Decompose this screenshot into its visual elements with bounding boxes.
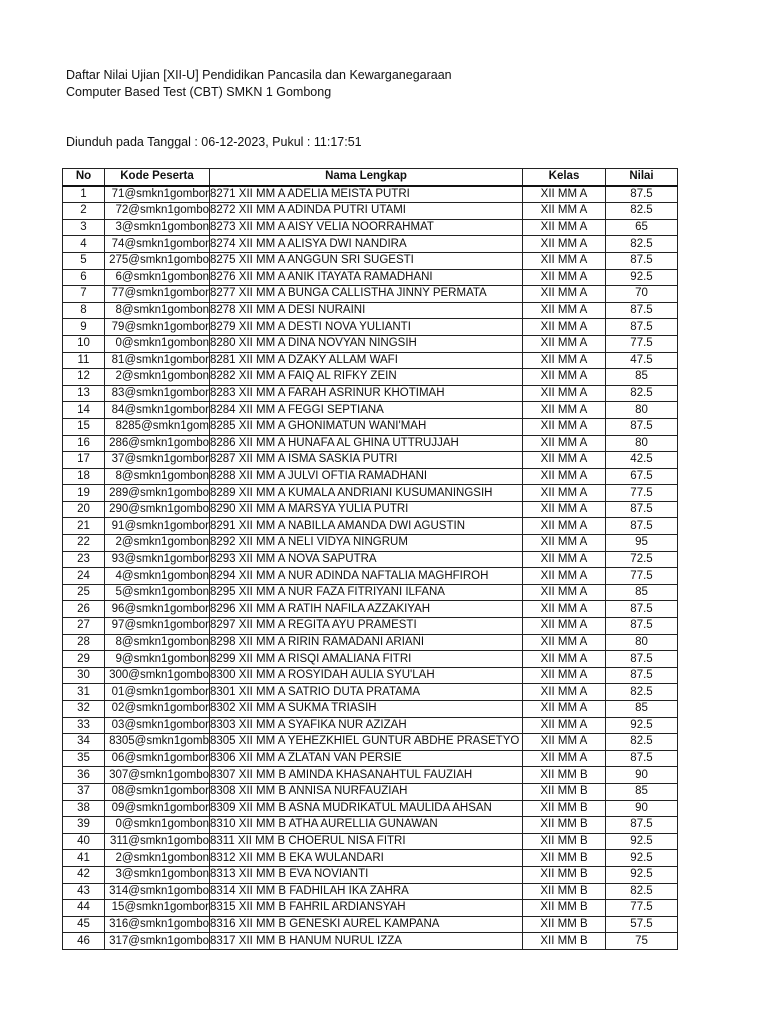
cell-nama-lengkap: 8296 XII MM A RATIH NAFILA AZZAKIYAH	[210, 601, 523, 618]
table-row	[63, 883, 678, 900]
cell-kode-peserta: 06@smkn1gombor	[105, 750, 210, 767]
table-header	[63, 169, 678, 186]
column-header-kode-peserta: Kode Peserta	[105, 169, 210, 186]
cell-kelas: XII MM A	[523, 634, 606, 651]
cell-nama-lengkap: 8280 XII MM A DINA NOVYAN NINGSIH	[210, 335, 523, 352]
cell-kelas: XII MM A	[523, 518, 606, 535]
cell-no: 11	[63, 352, 105, 369]
cell-kode-peserta: 3@smkn1gombon	[105, 219, 210, 236]
cell-no: 1	[63, 186, 105, 203]
cell-nama-lengkap: 8274 XII MM A ALISYA DWI NANDIRA	[210, 236, 523, 253]
cell-nama-lengkap: 8317 XII MM B HANUM NURUL IZZA	[210, 933, 523, 950]
cell-kode-peserta: 71@smkn1gombor	[105, 186, 210, 203]
cell-kode-peserta: 311@smkn1gombo	[105, 833, 210, 850]
cell-kode-peserta: 02@smkn1gombor	[105, 701, 210, 718]
cell-nilai: 75	[606, 933, 678, 950]
cell-no: 15	[63, 418, 105, 435]
cell-nama-lengkap: 8310 XII MM B ATHA AURELLIA GUNAWAN	[210, 817, 523, 834]
cell-kelas: XII MM B	[523, 850, 606, 867]
table-row	[63, 418, 678, 435]
cell-kelas: XII MM A	[523, 435, 606, 452]
cell-nilai: 92.5	[606, 850, 678, 867]
column-header-no: No	[63, 169, 105, 186]
cell-kelas: XII MM B	[523, 767, 606, 784]
cell-nilai: 85	[606, 701, 678, 718]
cell-kode-peserta: 8305@smkn1gomb	[105, 734, 210, 751]
cell-no: 12	[63, 369, 105, 386]
cell-nilai: 92.5	[606, 269, 678, 286]
cell-nama-lengkap: 8316 XII MM B GENESKI AUREL KAMPANA	[210, 916, 523, 933]
cell-kode-peserta: 91@smkn1gombor	[105, 518, 210, 535]
cell-no: 4	[63, 236, 105, 253]
cell-nilai: 87.5	[606, 252, 678, 269]
cell-nilai: 92.5	[606, 717, 678, 734]
cell-kode-peserta: 275@smkn1gombo	[105, 252, 210, 269]
cell-kelas: XII MM A	[523, 651, 606, 668]
cell-no: 19	[63, 485, 105, 502]
cell-nilai: 82.5	[606, 684, 678, 701]
cell-no: 43	[63, 883, 105, 900]
table-row	[63, 518, 678, 535]
cell-no: 9	[63, 319, 105, 336]
cell-nilai: 87.5	[606, 501, 678, 518]
cell-kode-peserta: 8@smkn1gombon	[105, 302, 210, 319]
cell-kelas: XII MM A	[523, 717, 606, 734]
cell-kode-peserta: 84@smkn1gombor	[105, 402, 210, 419]
cell-nilai: 82.5	[606, 385, 678, 402]
cell-kode-peserta: 4@smkn1gombon	[105, 568, 210, 585]
cell-nama-lengkap: 8301 XII MM A SATRIO DUTA PRATAMA	[210, 684, 523, 701]
cell-no: 8	[63, 302, 105, 319]
cell-nama-lengkap: 8309 XII MM B ASNA MUDRIKATUL MAULIDA AHSAN	[210, 800, 523, 817]
cell-kelas: XII MM A	[523, 750, 606, 767]
cell-kelas: XII MM A	[523, 485, 606, 502]
cell-nilai: 70	[606, 286, 678, 303]
cell-nilai: 80	[606, 634, 678, 651]
cell-no: 39	[63, 817, 105, 834]
cell-nilai: 82.5	[606, 203, 678, 220]
cell-no: 28	[63, 634, 105, 651]
table-row	[63, 236, 678, 253]
cell-no: 27	[63, 618, 105, 635]
table-row	[63, 817, 678, 834]
cell-no: 34	[63, 734, 105, 751]
cell-nilai: 82.5	[606, 734, 678, 751]
cell-nilai: 90	[606, 767, 678, 784]
cell-nama-lengkap: 8307 XII MM B AMINDA KHASANAHTUL FAUZIAH	[210, 767, 523, 784]
table-row	[63, 402, 678, 419]
cell-kelas: XII MM A	[523, 369, 606, 386]
cell-kelas: XII MM A	[523, 335, 606, 352]
table-row	[63, 286, 678, 303]
table-row	[63, 651, 678, 668]
table-body	[63, 186, 678, 950]
cell-no: 24	[63, 568, 105, 585]
table-row	[63, 900, 678, 917]
cell-nama-lengkap: 8290 XII MM A MARSYA YULIA PUTRI	[210, 501, 523, 518]
table-row	[63, 833, 678, 850]
cell-no: 7	[63, 286, 105, 303]
table-row	[63, 369, 678, 386]
cell-kode-peserta: 37@smkn1gombor	[105, 452, 210, 469]
cell-kode-peserta: 5@smkn1gombon	[105, 584, 210, 601]
cell-nama-lengkap: 8292 XII MM A NELI VIDYA NINGRUM	[210, 535, 523, 552]
cell-nilai: 65	[606, 219, 678, 236]
cell-nama-lengkap: 8272 XII MM A ADINDA PUTRI UTAMI	[210, 203, 523, 220]
cell-nilai: 77.5	[606, 335, 678, 352]
cell-nama-lengkap: 8311 XII MM B CHOERUL NISA FITRI	[210, 833, 523, 850]
table-row	[63, 352, 678, 369]
table-row	[63, 203, 678, 220]
cell-no: 26	[63, 601, 105, 618]
table-row	[63, 783, 678, 800]
cell-no: 21	[63, 518, 105, 535]
table-row	[63, 866, 678, 883]
cell-kelas: XII MM A	[523, 684, 606, 701]
table-row	[63, 618, 678, 635]
cell-kelas: XII MM A	[523, 468, 606, 485]
cell-kode-peserta: 289@smkn1gombo	[105, 485, 210, 502]
table-row	[63, 468, 678, 485]
cell-no: 16	[63, 435, 105, 452]
cell-nama-lengkap: 8277 XII MM A BUNGA CALLISTHA JINNY PERMATA	[210, 286, 523, 303]
cell-no: 46	[63, 933, 105, 950]
cell-nama-lengkap: 8295 XII MM A NUR FAZA FITRIYANI ILFANA	[210, 584, 523, 601]
cell-kelas: XII MM A	[523, 203, 606, 220]
column-header-nilai: Nilai	[606, 169, 678, 186]
cell-nilai: 87.5	[606, 667, 678, 684]
cell-nama-lengkap: 8293 XII MM A NOVA SAPUTRA	[210, 551, 523, 568]
cell-nama-lengkap: 8281 XII MM A DZAKY ALLAM WAFI	[210, 352, 523, 369]
cell-nama-lengkap: 8283 XII MM A FARAH ASRINUR KHOTIMAH	[210, 385, 523, 402]
cell-nilai: 87.5	[606, 618, 678, 635]
cell-kode-peserta: 74@smkn1gombor	[105, 236, 210, 253]
table-row	[63, 684, 678, 701]
cell-no: 17	[63, 452, 105, 469]
cell-nilai: 72.5	[606, 551, 678, 568]
cell-kode-peserta: 307@smkn1gombo	[105, 767, 210, 784]
cell-kode-peserta: 8@smkn1gombon	[105, 468, 210, 485]
cell-nama-lengkap: 8308 XII MM B ANNISA NURFAUZIAH	[210, 783, 523, 800]
cell-nilai: 67.5	[606, 468, 678, 485]
cell-no: 33	[63, 717, 105, 734]
cell-nama-lengkap: 8285 XII MM A GHONIMATUN WANI'MAH	[210, 418, 523, 435]
cell-kode-peserta: 97@smkn1gombor	[105, 618, 210, 635]
cell-kelas: XII MM B	[523, 933, 606, 950]
cell-nilai: 82.5	[606, 236, 678, 253]
cell-nama-lengkap: 8287 XII MM A ISMA SASKIA PUTRI	[210, 452, 523, 469]
cell-kode-peserta: 72@smkn1gombo	[105, 203, 210, 220]
cell-kelas: XII MM B	[523, 817, 606, 834]
column-header-kelas: Kelas	[523, 169, 606, 186]
cell-kelas: XII MM A	[523, 734, 606, 751]
cell-nilai: 87.5	[606, 651, 678, 668]
cell-nilai: 92.5	[606, 833, 678, 850]
cell-no: 25	[63, 584, 105, 601]
cell-no: 29	[63, 651, 105, 668]
cell-no: 5	[63, 252, 105, 269]
cell-kode-peserta: 83@smkn1gombor	[105, 385, 210, 402]
cell-nama-lengkap: 8297 XII MM A REGITA AYU PRAMESTI	[210, 618, 523, 635]
cell-kode-peserta: 81@smkn1gombor	[105, 352, 210, 369]
cell-kode-peserta: 3@smkn1gombon	[105, 866, 210, 883]
cell-kode-peserta: 93@smkn1gombor	[105, 551, 210, 568]
cell-kode-peserta: 314@smkn1gombo	[105, 883, 210, 900]
cell-nilai: 87.5	[606, 750, 678, 767]
table-row	[63, 800, 678, 817]
cell-no: 22	[63, 535, 105, 552]
cell-kode-peserta: 15@smkn1gombor	[105, 900, 210, 917]
cell-nilai: 85	[606, 783, 678, 800]
cell-nilai: 77.5	[606, 568, 678, 585]
cell-nama-lengkap: 8299 XII MM A RISQI AMALIANA FITRI	[210, 651, 523, 668]
cell-kode-peserta: 2@smkn1gombon	[105, 850, 210, 867]
cell-kode-peserta: 0@smkn1gombon	[105, 335, 210, 352]
table-row	[63, 485, 678, 502]
table-row	[63, 701, 678, 718]
cell-kelas: XII MM A	[523, 551, 606, 568]
cell-kode-peserta: 0@smkn1gombon	[105, 817, 210, 834]
cell-kode-peserta: 08@smkn1gombor	[105, 783, 210, 800]
table-row	[63, 385, 678, 402]
cell-nilai: 85	[606, 369, 678, 386]
table-row	[63, 535, 678, 552]
cell-kelas: XII MM A	[523, 186, 606, 203]
cell-nama-lengkap: 8278 XII MM A DESI NURAINI	[210, 302, 523, 319]
cell-no: 31	[63, 684, 105, 701]
cell-nama-lengkap: 8284 XII MM A FEGGI SEPTIANA	[210, 402, 523, 419]
cell-no: 42	[63, 866, 105, 883]
table-row	[63, 319, 678, 336]
cell-kelas: XII MM A	[523, 601, 606, 618]
cell-kelas: XII MM A	[523, 501, 606, 518]
table-row	[63, 717, 678, 734]
cell-nama-lengkap: 8294 XII MM A NUR ADINDA NAFTALIA MAGHFIROH	[210, 568, 523, 585]
cell-no: 44	[63, 900, 105, 917]
cell-nilai: 82.5	[606, 883, 678, 900]
cell-no: 41	[63, 850, 105, 867]
cell-kelas: XII MM A	[523, 618, 606, 635]
cell-nama-lengkap: 8300 XII MM A ROSYIDAH AULIA SYU'LAH	[210, 667, 523, 684]
table-row	[63, 269, 678, 286]
table-row	[63, 750, 678, 767]
cell-nama-lengkap: 8286 XII MM A HUNAFA AL GHINA UTTRUJJAH	[210, 435, 523, 452]
cell-nilai: 47.5	[606, 352, 678, 369]
cell-kelas: XII MM B	[523, 916, 606, 933]
table-row	[63, 186, 678, 203]
cell-kelas: XII MM B	[523, 883, 606, 900]
cell-nilai: 87.5	[606, 601, 678, 618]
cell-no: 23	[63, 551, 105, 568]
cell-kelas: XII MM A	[523, 236, 606, 253]
cell-nilai: 87.5	[606, 418, 678, 435]
cell-kelas: XII MM B	[523, 783, 606, 800]
cell-nama-lengkap: 8306 XII MM A ZLATAN VAN PERSIE	[210, 750, 523, 767]
cell-nama-lengkap: 8275 XII MM A ANGGUN SRI SUGESTI	[210, 252, 523, 269]
cell-kelas: XII MM A	[523, 402, 606, 419]
cell-kode-peserta: 316@smkn1gombo	[105, 916, 210, 933]
cell-no: 45	[63, 916, 105, 933]
cell-kelas: XII MM B	[523, 800, 606, 817]
table-row	[63, 916, 678, 933]
cell-kode-peserta: 79@smkn1gombor	[105, 319, 210, 336]
cell-kode-peserta: 8@smkn1gombon	[105, 634, 210, 651]
cell-nilai: 92.5	[606, 866, 678, 883]
cell-nilai: 80	[606, 435, 678, 452]
table-row	[63, 734, 678, 751]
table-row	[63, 435, 678, 452]
cell-nilai: 87.5	[606, 302, 678, 319]
cell-nama-lengkap: 8302 XII MM A SUKMA TRIASIH	[210, 701, 523, 718]
grades-table	[62, 168, 678, 950]
cell-nama-lengkap: 8279 XII MM A DESTI NOVA YULIANTI	[210, 319, 523, 336]
cell-no: 30	[63, 667, 105, 684]
table-row	[63, 634, 678, 651]
cell-kode-peserta: 9@smkn1gombon	[105, 651, 210, 668]
table-row	[63, 767, 678, 784]
cell-no: 18	[63, 468, 105, 485]
document-subtitle: Computer Based Test (CBT) SMKN 1 Gombong	[66, 85, 332, 99]
cell-nilai: 87.5	[606, 518, 678, 535]
cell-kode-peserta: 2@smkn1gombon	[105, 535, 210, 552]
cell-kelas: XII MM A	[523, 535, 606, 552]
cell-no: 32	[63, 701, 105, 718]
cell-no: 35	[63, 750, 105, 767]
cell-no: 20	[63, 501, 105, 518]
cell-kelas: XII MM A	[523, 568, 606, 585]
cell-no: 2	[63, 203, 105, 220]
cell-kelas: XII MM A	[523, 352, 606, 369]
cell-kode-peserta: 01@smkn1gombor	[105, 684, 210, 701]
cell-kelas: XII MM A	[523, 584, 606, 601]
cell-kelas: XII MM A	[523, 418, 606, 435]
cell-nama-lengkap: 8276 XII MM A ANIK ITAYATA RAMADHANI	[210, 269, 523, 286]
cell-kode-peserta: 6@smkn1gombon	[105, 269, 210, 286]
cell-kelas: XII MM B	[523, 833, 606, 850]
cell-no: 36	[63, 767, 105, 784]
download-info: Diunduh pada Tanggal : 06-12-2023, Pukul : 11:17:51	[66, 135, 362, 149]
table-row	[63, 850, 678, 867]
cell-nilai: 57.5	[606, 916, 678, 933]
cell-nama-lengkap: 8298 XII MM A RIRIN RAMADANI ARIANI	[210, 634, 523, 651]
cell-kode-peserta: 8285@smkn1gom	[105, 418, 210, 435]
table-row	[63, 601, 678, 618]
table-row	[63, 933, 678, 950]
cell-nama-lengkap: 8282 XII MM A FAIQ AL RIFKY ZEIN	[210, 369, 523, 386]
table-row	[63, 551, 678, 568]
cell-nilai: 80	[606, 402, 678, 419]
cell-no: 37	[63, 783, 105, 800]
cell-nilai: 87.5	[606, 186, 678, 203]
cell-no: 14	[63, 402, 105, 419]
cell-nama-lengkap: 8291 XII MM A NABILLA AMANDA DWI AGUSTIN	[210, 518, 523, 535]
cell-nama-lengkap: 8315 XII MM B FAHRIL ARDIANSYAH	[210, 900, 523, 917]
cell-kelas: XII MM A	[523, 219, 606, 236]
cell-nama-lengkap: 8305 XII MM A YEHEZKHIEL GUNTUR ABDHE PRASETYO	[210, 734, 523, 751]
cell-kelas: XII MM A	[523, 385, 606, 402]
table-row	[63, 252, 678, 269]
cell-nilai: 87.5	[606, 817, 678, 834]
cell-kode-peserta: 03@smkn1gombor	[105, 717, 210, 734]
cell-kelas: XII MM A	[523, 269, 606, 286]
table-row	[63, 335, 678, 352]
document-title: Daftar Nilai Ujian [XII-U] Pendidikan Pancasila dan Kewarganegaraan	[66, 68, 452, 82]
column-header-nama-lengkap: Nama Lengkap	[210, 169, 523, 186]
cell-kelas: XII MM B	[523, 866, 606, 883]
cell-no: 3	[63, 219, 105, 236]
cell-kode-peserta: 317@smkn1gombo	[105, 933, 210, 950]
cell-kode-peserta: 300@smkn1gombo	[105, 667, 210, 684]
cell-no: 10	[63, 335, 105, 352]
table-row	[63, 302, 678, 319]
cell-nilai: 77.5	[606, 485, 678, 502]
cell-kode-peserta: 2@smkn1gombon	[105, 369, 210, 386]
table-row	[63, 568, 678, 585]
table-row	[63, 584, 678, 601]
table-row	[63, 501, 678, 518]
header-row	[63, 169, 678, 186]
cell-nilai: 42.5	[606, 452, 678, 469]
cell-nilai: 85	[606, 584, 678, 601]
cell-no: 13	[63, 385, 105, 402]
table-row	[63, 452, 678, 469]
table-row	[63, 219, 678, 236]
cell-nilai: 77.5	[606, 900, 678, 917]
cell-kelas: XII MM A	[523, 452, 606, 469]
cell-kelas: XII MM A	[523, 302, 606, 319]
cell-nama-lengkap: 8271 XII MM A ADELIA MEISTA PUTRI	[210, 186, 523, 203]
cell-nama-lengkap: 8313 XII MM B EVA NOVIANTI	[210, 866, 523, 883]
cell-kode-peserta: 286@smkn1gombo	[105, 435, 210, 452]
cell-kelas: XII MM A	[523, 701, 606, 718]
cell-no: 38	[63, 800, 105, 817]
cell-kelas: XII MM A	[523, 319, 606, 336]
cell-kelas: XII MM B	[523, 900, 606, 917]
cell-kelas: XII MM A	[523, 286, 606, 303]
cell-nilai: 95	[606, 535, 678, 552]
cell-nama-lengkap: 8314 XII MM B FADHILAH IKA ZAHRA	[210, 883, 523, 900]
cell-nama-lengkap: 8288 XII MM A JULVI OFTIA RAMADHANI	[210, 468, 523, 485]
cell-no: 6	[63, 269, 105, 286]
cell-nama-lengkap: 8312 XII MM B EKA WULANDARI	[210, 850, 523, 867]
cell-kode-peserta: 77@smkn1gombor	[105, 286, 210, 303]
cell-nama-lengkap: 8273 XII MM A AISY VELIA NOORRAHMAT	[210, 219, 523, 236]
table-row	[63, 667, 678, 684]
cell-nilai: 90	[606, 800, 678, 817]
cell-kelas: XII MM A	[523, 252, 606, 269]
cell-no: 40	[63, 833, 105, 850]
cell-nama-lengkap: 8303 XII MM A SYAFIKA NUR AZIZAH	[210, 717, 523, 734]
cell-kode-peserta: 09@smkn1gombor	[105, 800, 210, 817]
cell-kode-peserta: 96@smkn1gombor	[105, 601, 210, 618]
cell-kelas: XII MM A	[523, 667, 606, 684]
cell-kode-peserta: 290@smkn1gombo	[105, 501, 210, 518]
cell-nilai: 87.5	[606, 319, 678, 336]
cell-nama-lengkap: 8289 XII MM A KUMALA ANDRIANI KUSUMANINGSIH	[210, 485, 523, 502]
